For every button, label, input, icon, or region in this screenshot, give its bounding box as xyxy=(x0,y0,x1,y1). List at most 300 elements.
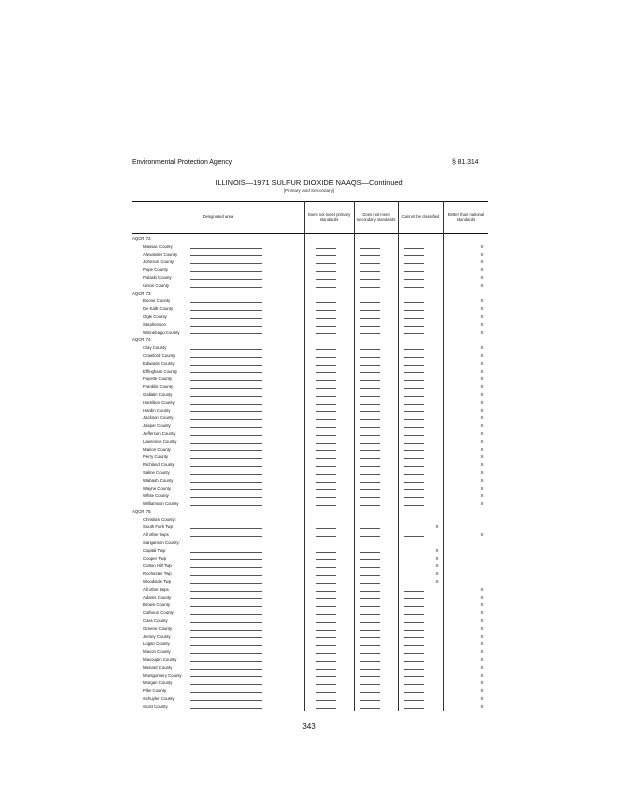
blank-entry-line xyxy=(316,598,336,599)
leader-line xyxy=(190,388,262,389)
table-row xyxy=(132,383,488,391)
blank-entry-line xyxy=(404,645,424,646)
table-subtitle: [Primary and Secondary] xyxy=(283,188,335,193)
table-title: ILLINOIS—1971 SULFUR DIOXIDE NAAQS—Continued xyxy=(215,178,403,187)
leader-line xyxy=(190,676,262,677)
blank-entry-line xyxy=(316,614,336,615)
designation-table xyxy=(132,201,488,711)
blank-entry-line xyxy=(404,302,424,303)
leader-line xyxy=(190,583,262,584)
classification-mark: X xyxy=(480,423,484,429)
blank-entry-line xyxy=(404,606,424,607)
table-row xyxy=(132,539,488,547)
blank-entry-line xyxy=(360,622,380,623)
classification-mark: X xyxy=(480,594,484,600)
area-label: AQCR 73: xyxy=(132,290,152,296)
area-label: Hamilton County xyxy=(143,399,175,405)
classification-mark: X xyxy=(480,282,484,288)
blank-entry-line xyxy=(360,474,380,475)
area-label: Menard County xyxy=(143,664,173,670)
classification-mark: X xyxy=(480,368,484,374)
leader-line xyxy=(190,271,262,272)
classification-mark: X xyxy=(480,586,484,592)
classification-mark: X xyxy=(480,625,484,631)
blank-entry-line xyxy=(316,676,336,677)
leader-line xyxy=(190,404,262,405)
classification-mark: X xyxy=(480,298,484,304)
blank-entry-line xyxy=(316,349,336,350)
area-label: Gallatin County xyxy=(143,391,173,397)
blank-entry-line xyxy=(404,591,424,592)
area-label: Cotton Hill Twp xyxy=(143,563,172,569)
classification-mark: X xyxy=(480,532,484,538)
blank-entry-line xyxy=(404,692,424,693)
table-top-rule xyxy=(132,201,488,202)
blank-entry-line xyxy=(316,318,336,319)
blank-entry-line xyxy=(360,653,380,654)
area-label: Wabash County xyxy=(143,477,174,483)
blank-entry-line xyxy=(316,427,336,428)
area-label: Morgan County xyxy=(143,680,173,686)
blank-entry-line xyxy=(316,661,336,662)
blank-entry-line xyxy=(404,443,424,444)
table-row xyxy=(132,664,488,672)
area-label: Jasper County xyxy=(143,423,171,429)
classification-mark: X xyxy=(480,384,484,390)
leader-line xyxy=(190,567,262,568)
blank-entry-line xyxy=(404,482,424,483)
blank-entry-line xyxy=(360,505,380,506)
blank-entry-line xyxy=(316,287,336,288)
blank-entry-line xyxy=(316,310,336,311)
blank-entry-line xyxy=(404,357,424,358)
area-label: Ogle County xyxy=(143,313,167,319)
area-label: Fayette County xyxy=(143,376,173,382)
blank-entry-line xyxy=(316,411,336,412)
area-label: Perry County xyxy=(143,454,169,460)
area-label: Schuyler County xyxy=(143,696,175,702)
classification-mark: X xyxy=(480,633,484,639)
blank-entry-line xyxy=(404,248,424,249)
blank-entry-line xyxy=(360,263,380,264)
area-label: Christian County: xyxy=(143,516,176,522)
area-label: Effingham County xyxy=(143,368,178,374)
leader-line xyxy=(190,497,262,498)
blank-entry-line xyxy=(360,302,380,303)
blank-entry-line xyxy=(316,380,336,381)
table-row xyxy=(132,703,488,711)
area-label: Jackson County xyxy=(143,415,174,421)
blank-entry-line xyxy=(316,552,336,553)
classification-mark: X xyxy=(480,664,484,670)
table-row xyxy=(132,282,488,290)
table-row xyxy=(132,266,488,274)
running-header-agency: Environmental Protection Agency xyxy=(132,159,233,166)
blank-entry-line xyxy=(404,279,424,280)
leader-line xyxy=(190,365,262,366)
blank-entry-line xyxy=(404,489,424,490)
blank-entry-line xyxy=(316,263,336,264)
classification-mark: X xyxy=(480,454,484,460)
leader-line xyxy=(190,326,262,327)
leader-line xyxy=(190,482,262,483)
blank-entry-line xyxy=(316,497,336,498)
blank-entry-line xyxy=(360,575,380,576)
leader-line xyxy=(190,287,262,288)
table-row xyxy=(132,523,488,531)
blank-entry-line xyxy=(316,279,336,280)
blank-entry-line xyxy=(360,536,380,537)
blank-entry-line xyxy=(360,271,380,272)
classification-mark: X xyxy=(480,649,484,655)
area-label: Lawrence County xyxy=(143,438,177,444)
table-row xyxy=(132,391,488,399)
classification-mark: X xyxy=(480,376,484,382)
classification-mark: X xyxy=(435,571,439,577)
classification-mark: X xyxy=(435,579,439,585)
blank-entry-line xyxy=(316,653,336,654)
blank-entry-line xyxy=(404,466,424,467)
leader-line xyxy=(190,310,262,311)
table-row xyxy=(132,633,488,641)
blank-entry-line xyxy=(404,427,424,428)
blank-entry-line xyxy=(360,388,380,389)
classification-mark: X xyxy=(480,399,484,405)
classification-mark: X xyxy=(480,641,484,647)
column-header-designated-area: Designated area xyxy=(202,214,234,220)
table-row xyxy=(132,625,488,633)
leader-line xyxy=(190,474,262,475)
blank-entry-line xyxy=(316,575,336,576)
area-label: Massac County xyxy=(143,243,173,249)
table-row xyxy=(132,375,488,383)
blank-entry-line xyxy=(316,474,336,475)
table-row xyxy=(132,297,488,305)
leader-line xyxy=(190,637,262,638)
leader-line xyxy=(190,692,262,693)
leader-line xyxy=(190,396,262,397)
area-label: South Fork Twp xyxy=(143,524,174,530)
table-row xyxy=(132,399,488,407)
blank-entry-line xyxy=(404,458,424,459)
blank-entry-line xyxy=(404,622,424,623)
table-row xyxy=(132,321,488,329)
area-label: Adams County xyxy=(143,594,172,600)
blank-entry-line xyxy=(404,380,424,381)
table-row xyxy=(132,430,488,438)
table-row xyxy=(132,547,488,555)
blank-entry-line xyxy=(316,645,336,646)
leader-line xyxy=(190,552,262,553)
blank-entry-line xyxy=(316,458,336,459)
table-row xyxy=(132,687,488,695)
area-label: Sangamon County: xyxy=(143,540,180,546)
classification-mark: X xyxy=(480,391,484,397)
table-row xyxy=(132,570,488,578)
blank-entry-line xyxy=(360,559,380,560)
blank-entry-line xyxy=(404,536,424,537)
table-group-heading xyxy=(132,336,488,344)
area-label: Johnson County xyxy=(143,259,175,265)
blank-entry-line xyxy=(316,505,336,506)
blank-entry-line xyxy=(316,489,336,490)
classification-mark: X xyxy=(480,415,484,421)
blank-entry-line xyxy=(316,365,336,366)
area-label: Macoupin County xyxy=(143,657,177,663)
leader-line xyxy=(190,536,262,537)
blank-entry-line xyxy=(404,349,424,350)
blank-entry-line xyxy=(404,614,424,615)
area-label: Edwards County xyxy=(143,360,175,366)
leader-line xyxy=(190,575,262,576)
area-label: Pulaski County xyxy=(143,274,172,280)
table-row xyxy=(132,609,488,617)
table-row xyxy=(132,562,488,570)
blank-entry-line xyxy=(404,637,424,638)
blank-entry-line xyxy=(316,536,336,537)
table-row xyxy=(132,360,488,368)
table-row xyxy=(132,578,488,586)
table-row xyxy=(132,453,488,461)
blank-entry-line xyxy=(404,333,424,334)
blank-entry-line xyxy=(316,255,336,256)
table-header-rule xyxy=(132,233,488,234)
area-label: Greene County xyxy=(143,625,173,631)
blank-entry-line xyxy=(360,482,380,483)
leader-line xyxy=(190,450,262,451)
table-row xyxy=(132,251,488,259)
blank-entry-line xyxy=(404,684,424,685)
table-group-heading xyxy=(132,508,488,516)
blank-entry-line xyxy=(404,263,424,264)
blank-entry-line xyxy=(360,349,380,350)
area-label: Rochester Twp xyxy=(143,571,172,577)
blank-entry-line xyxy=(360,380,380,381)
area-label: Brown County xyxy=(143,602,170,608)
blank-entry-line xyxy=(404,653,424,654)
area-label: Logan County xyxy=(143,641,170,647)
leader-line xyxy=(190,528,262,529)
blank-entry-line xyxy=(404,450,424,451)
classification-mark: X xyxy=(480,313,484,319)
classification-mark: X xyxy=(480,267,484,273)
blank-entry-line xyxy=(404,396,424,397)
classification-mark: X xyxy=(480,243,484,249)
classification-mark: X xyxy=(480,493,484,499)
area-label: AQCR 74: xyxy=(132,337,152,343)
area-label: Richland County xyxy=(143,462,175,468)
area-label: Marion County xyxy=(143,446,171,452)
blank-entry-line xyxy=(316,326,336,327)
blank-entry-line xyxy=(316,302,336,303)
blank-entry-line xyxy=(360,318,380,319)
classification-mark: X xyxy=(480,251,484,257)
blank-entry-line xyxy=(360,645,380,646)
leader-line xyxy=(190,559,262,560)
classification-mark: X xyxy=(480,618,484,624)
table-row xyxy=(132,695,488,703)
column-header-cannot-classify: Cannot be classified xyxy=(401,214,440,220)
area-label: White County xyxy=(143,493,169,499)
table-row xyxy=(132,469,488,477)
blank-entry-line xyxy=(404,365,424,366)
blank-entry-line xyxy=(316,622,336,623)
table-row xyxy=(132,243,488,251)
blank-entry-line xyxy=(316,435,336,436)
classification-mark: X xyxy=(480,329,484,335)
column-header-secondary: Does not meet secondary standards xyxy=(356,211,396,222)
blank-entry-line xyxy=(316,372,336,373)
blank-entry-line xyxy=(360,365,380,366)
table-body xyxy=(132,235,488,711)
classification-mark: X xyxy=(480,696,484,702)
table-row xyxy=(132,313,488,321)
table-row xyxy=(132,422,488,430)
area-label: Calhoun County xyxy=(143,610,174,616)
blank-entry-line xyxy=(316,466,336,467)
blank-entry-line xyxy=(316,396,336,397)
area-label: All other twps xyxy=(143,532,169,538)
leader-line xyxy=(190,263,262,264)
table-row xyxy=(132,438,488,446)
table-row xyxy=(132,352,488,360)
table-group-heading xyxy=(132,290,488,298)
area-label: Pike County xyxy=(143,688,167,694)
classification-mark: X xyxy=(480,477,484,483)
table-row xyxy=(132,414,488,422)
area-label: Boone County xyxy=(143,298,171,304)
classification-mark: X xyxy=(435,555,439,561)
table-row xyxy=(132,305,488,313)
blank-entry-line xyxy=(316,700,336,701)
blank-entry-line xyxy=(316,583,336,584)
leader-line xyxy=(190,435,262,436)
classification-mark: X xyxy=(435,524,439,530)
table-row xyxy=(132,258,488,266)
leader-line xyxy=(190,489,262,490)
leader-line xyxy=(190,669,262,670)
table-row xyxy=(132,656,488,664)
leader-line xyxy=(190,622,262,623)
blank-entry-line xyxy=(360,326,380,327)
blank-entry-line xyxy=(360,357,380,358)
blank-entry-line xyxy=(316,404,336,405)
table-row xyxy=(132,648,488,656)
table-row xyxy=(132,368,488,376)
area-label: Clay County xyxy=(143,345,167,351)
blank-entry-line xyxy=(316,443,336,444)
blank-entry-line xyxy=(316,271,336,272)
area-label: Capital Twp xyxy=(143,547,166,553)
blank-entry-line xyxy=(404,700,424,701)
table-row xyxy=(132,485,488,493)
blank-entry-line xyxy=(316,528,336,529)
leader-line xyxy=(190,411,262,412)
blank-entry-line xyxy=(360,255,380,256)
leader-line xyxy=(190,443,262,444)
blank-entry-line xyxy=(360,419,380,420)
blank-entry-line xyxy=(404,435,424,436)
leader-line xyxy=(190,653,262,654)
blank-entry-line xyxy=(360,248,380,249)
table-row xyxy=(132,617,488,625)
classification-mark: X xyxy=(480,610,484,616)
area-label: Stephenson xyxy=(143,321,166,327)
area-label: Pope County xyxy=(143,267,168,273)
area-label: AQCR 75: xyxy=(132,508,152,514)
area-label: Winnebago County xyxy=(143,329,180,335)
classification-mark: X xyxy=(435,547,439,553)
blank-entry-line xyxy=(360,372,380,373)
blank-entry-line xyxy=(360,567,380,568)
blank-entry-line xyxy=(316,333,336,334)
classification-mark: X xyxy=(480,274,484,280)
blank-entry-line xyxy=(404,598,424,599)
table-row xyxy=(132,329,488,337)
blank-entry-line xyxy=(360,591,380,592)
blank-entry-line xyxy=(404,669,424,670)
blank-entry-line xyxy=(316,567,336,568)
blank-entry-line xyxy=(404,255,424,256)
table-row xyxy=(132,492,488,500)
area-label: Cooper Twp xyxy=(143,555,167,561)
leader-line xyxy=(190,427,262,428)
column-header-better-than: Better than national standards xyxy=(447,211,485,222)
leader-line xyxy=(190,466,262,467)
table-row xyxy=(132,555,488,563)
blank-entry-line xyxy=(316,591,336,592)
classification-mark: X xyxy=(480,259,484,265)
blank-entry-line xyxy=(360,708,380,709)
leader-line xyxy=(190,380,262,381)
blank-entry-line xyxy=(316,630,336,631)
blank-entry-line xyxy=(316,357,336,358)
blank-entry-line xyxy=(316,684,336,685)
blank-entry-line xyxy=(404,388,424,389)
leader-line xyxy=(190,458,262,459)
table-row xyxy=(132,586,488,594)
leader-line xyxy=(190,606,262,607)
leader-line xyxy=(190,598,262,599)
blank-entry-line xyxy=(360,287,380,288)
blank-entry-line xyxy=(360,528,380,529)
blank-entry-line xyxy=(404,326,424,327)
blank-entry-line xyxy=(360,583,380,584)
blank-entry-line xyxy=(404,497,424,498)
classification-mark: X xyxy=(480,703,484,709)
blank-entry-line xyxy=(360,443,380,444)
table-row xyxy=(132,516,488,524)
leader-line xyxy=(190,302,262,303)
classification-mark: X xyxy=(480,345,484,351)
area-label: AQCR 72: xyxy=(132,236,152,241)
area-label: Woodside Twp xyxy=(143,579,172,585)
blank-entry-line xyxy=(316,388,336,389)
leader-line xyxy=(190,505,262,506)
table-row xyxy=(132,477,488,485)
blank-entry-line xyxy=(360,310,380,311)
table-row xyxy=(132,407,488,415)
classification-mark: X xyxy=(480,446,484,452)
classification-mark: X xyxy=(480,306,484,312)
page-number: 343 xyxy=(302,722,316,731)
area-label: Alexander County xyxy=(143,251,178,257)
blank-entry-line xyxy=(316,637,336,638)
classification-mark: X xyxy=(480,438,484,444)
blank-entry-line xyxy=(404,661,424,662)
area-label: Cass County xyxy=(143,618,168,624)
classification-mark: X xyxy=(480,657,484,663)
